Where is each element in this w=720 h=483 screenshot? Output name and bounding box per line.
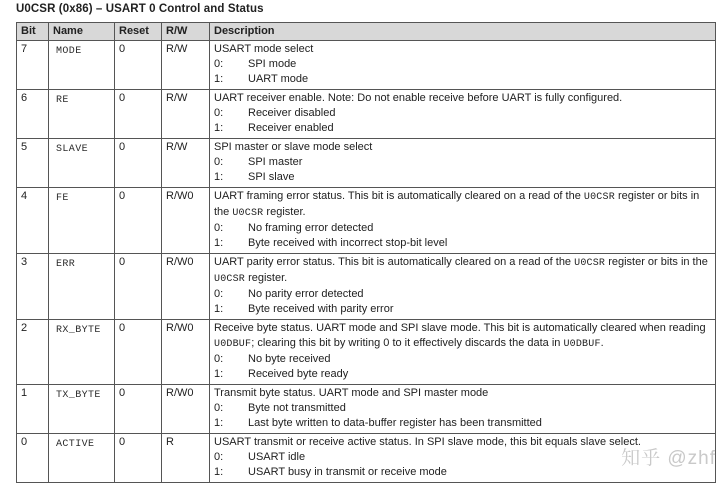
option-line: 1: USART busy in transmit or receive mode <box>214 466 447 478</box>
bit-cell: 5 <box>17 139 49 188</box>
description-text: UART receiver enable. Note: Do not enable receive before UART is fully configured. <box>214 92 623 104</box>
option-line: 1: Receiver enabled <box>214 122 334 134</box>
column-header-reset: Reset <box>115 23 162 41</box>
option-line: 1: Byte received with incorrect stop-bit level <box>214 237 448 249</box>
rw-cell: R/W <box>162 139 210 188</box>
table-row <box>17 90 716 139</box>
table-row <box>17 41 716 90</box>
reset-cell: 0 <box>115 188 162 254</box>
name-cell: ERR <box>49 254 115 320</box>
description-cell <box>210 385 716 434</box>
option-line: 1: UART mode <box>214 73 309 85</box>
bit-cell: 4 <box>17 188 49 254</box>
option-line: 0: No framing error detected <box>214 222 374 234</box>
reset-cell: 0 <box>115 41 162 90</box>
option-line: 0: No parity error detected <box>214 288 364 300</box>
description-cell <box>210 434 716 483</box>
option-line: 0: Receiver disabled <box>214 107 336 119</box>
description-text: UART framing error status. This bit is automatically cleared on a read of the U0CSR register or bits in the U0CSR register. <box>214 190 700 219</box>
description-cell <box>210 90 716 139</box>
bit-cell: 0 <box>17 434 49 483</box>
rw-cell: R <box>162 434 210 483</box>
option-line: 0: SPI mode <box>214 58 297 70</box>
table-row <box>17 188 716 254</box>
description-text: SPI master or slave mode select <box>214 141 373 153</box>
description-text: Receive byte status. UART mode and SPI slave mode. This bit is automatically cleared when reading U0DBUF; clearing this bit by writing 0 to it effectively discards the data in U0DBUF. <box>214 322 706 350</box>
description-text: UART parity error status. This bit is automatically cleared on a read of the U0CSR register or bits in the U0CSR register. <box>214 256 708 285</box>
description-cell <box>210 320 716 385</box>
column-header-rw: R/W <box>162 23 210 41</box>
name-cell: MODE <box>49 41 115 90</box>
description-cell <box>210 41 716 90</box>
name-cell: RE <box>49 90 115 139</box>
name-cell: FE <box>49 188 115 254</box>
rw-cell: R/W0 <box>162 320 210 385</box>
name-cell: RX_BYTE <box>49 320 115 385</box>
option-line: 0: SPI master <box>214 156 303 168</box>
reset-cell: 0 <box>115 90 162 139</box>
column-header-description: Description <box>210 23 716 41</box>
rw-cell: R/W0 <box>162 254 210 320</box>
watermark: 知乎 @zhf <box>621 448 716 469</box>
column-header-name: Name <box>49 23 115 41</box>
rw-cell: R/W0 <box>162 385 210 434</box>
page-title: U0CSR (0x86) – USART 0 Control and Status <box>16 3 264 15</box>
column-header-bit: Bit <box>17 23 49 41</box>
name-cell: TX_BYTE <box>49 385 115 434</box>
bit-cell: 7 <box>17 41 49 90</box>
table-row <box>17 385 716 434</box>
bit-cell: 1 <box>17 385 49 434</box>
reset-cell: 0 <box>115 320 162 385</box>
option-line: 1: Last byte written to data-buffer register has been transmitted <box>214 417 542 429</box>
description-cell <box>210 139 716 188</box>
rw-cell: R/W0 <box>162 188 210 254</box>
reset-cell: 0 <box>115 434 162 483</box>
reset-cell: 0 <box>115 385 162 434</box>
table-row <box>17 434 716 483</box>
table-row <box>17 254 716 320</box>
table-row <box>17 320 716 385</box>
option-line: 0: No byte received <box>214 353 331 365</box>
option-line: 1: Byte received with parity error <box>214 303 394 315</box>
description-text: USART transmit or receive active status. In SPI slave mode, this bit equals slave select. <box>214 436 641 448</box>
name-cell: SLAVE <box>49 139 115 188</box>
option-line: 1: Received byte ready <box>214 368 349 380</box>
description-cell <box>210 188 716 254</box>
register-table-body <box>17 41 716 483</box>
name-cell: ACTIVE <box>49 434 115 483</box>
table-row <box>17 139 716 188</box>
register-table <box>16 22 716 483</box>
bit-cell: 6 <box>17 90 49 139</box>
description-cell <box>210 254 716 320</box>
description-text: Transmit byte status. UART mode and SPI master mode <box>214 387 489 399</box>
option-line: 1: SPI slave <box>214 171 295 183</box>
rw-cell: R/W <box>162 41 210 90</box>
rw-cell: R/W <box>162 90 210 139</box>
bit-cell: 2 <box>17 320 49 385</box>
bit-cell: 3 <box>17 254 49 320</box>
description-text: USART mode select <box>214 43 314 55</box>
option-line: 0: USART idle <box>214 451 306 463</box>
reset-cell: 0 <box>115 254 162 320</box>
option-line: 0: Byte not transmitted <box>214 402 346 414</box>
table-header-row <box>17 23 716 41</box>
reset-cell: 0 <box>115 139 162 188</box>
